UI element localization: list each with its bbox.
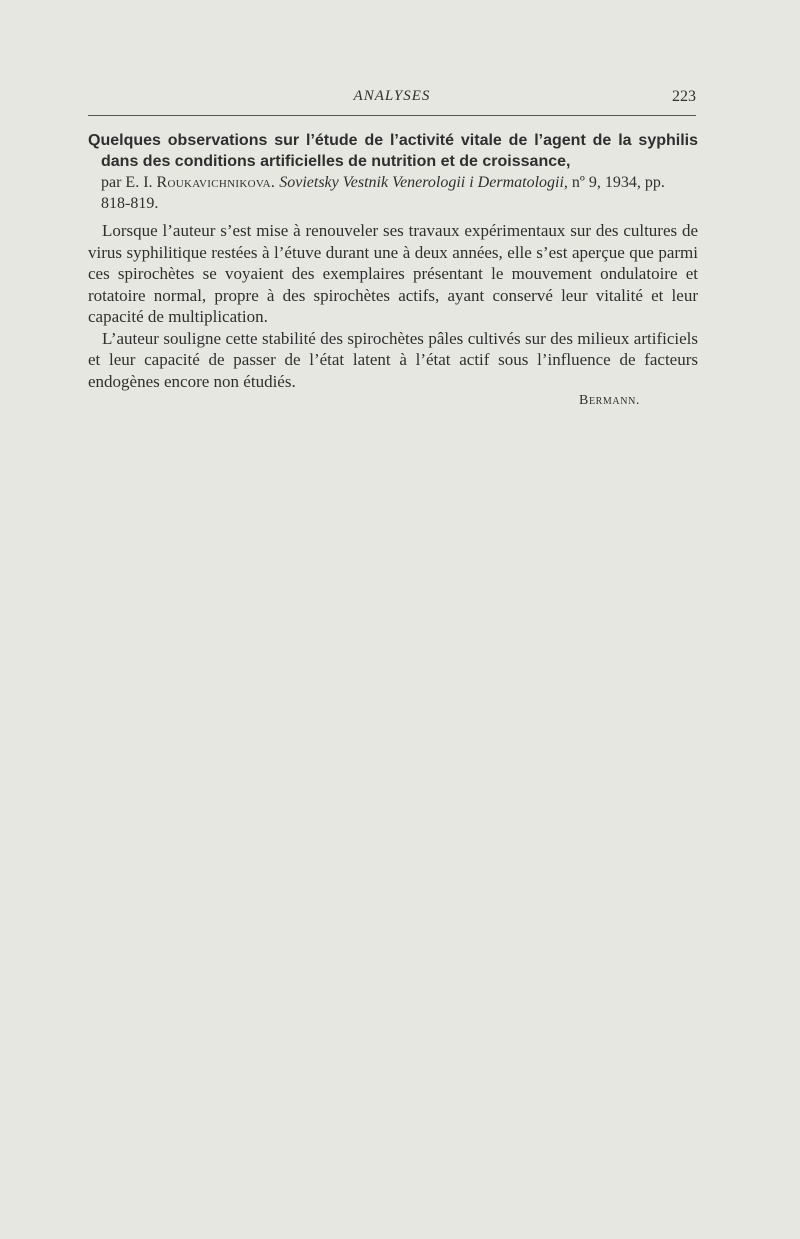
running-title: ANALYSES <box>353 88 431 104</box>
article-title: Quelques observations sur l’étude de l’activité vitale de l’agent de la syphilis dans des conditions artificielles de nutrition et de croissance, <box>88 132 698 170</box>
article-citation <box>88 172 698 214</box>
article-entry <box>88 130 698 409</box>
citation-author: Roukavichnikova. <box>156 174 276 191</box>
citation-journal: Sovietsky Vestnik Venerologii i Dermatologii, <box>279 174 568 191</box>
page-number: 223 <box>672 88 696 105</box>
citation-issue: nº 9, 1934, pp. 818-819. <box>101 174 665 212</box>
author-signature: Bermann. <box>579 393 640 408</box>
body-paragraph-2: L’auteur souligne cette stabilité des spirochètes pâles cultivés sur des milieux artificiels et leur capacité de passer de l’état latent à l’état actif sous l’influence de facteurs endogènes encore non étudiés. <box>88 328 698 391</box>
body-paragraph-1: Lorsque l’auteur s’est mise à renouveler ses travaux expérimentaux sur des cultures de virus syphilitique restées à l’étuve durant une à deux années, elle s’est aperçue que parmi ces spirochètes se voyaient des exemplaires présentant le mouvement ondulatoire et rotatoire normal, propre à des spirochètes actifs, ayant conservé leur vitalité et leur capacité de multiplication. <box>88 221 698 326</box>
header-rule <box>88 115 696 116</box>
citation-prefix: par E. I. <box>101 174 153 191</box>
running-header <box>88 86 696 112</box>
